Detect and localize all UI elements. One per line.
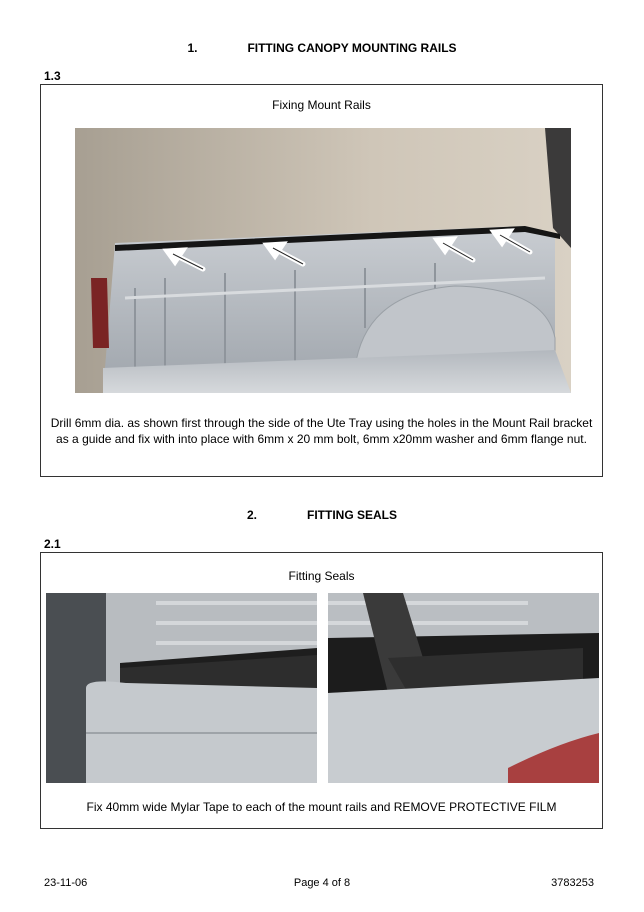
ute-tray-mount-rail-photo	[75, 128, 571, 393]
section2-number: 2.	[247, 508, 258, 522]
footer-document-number: 3783253	[551, 877, 594, 889]
section1-title: FITTING CANOPY MOUNTING RAILS	[247, 41, 457, 55]
fitting-seals-box	[40, 552, 603, 829]
seal-fitted-photo-left	[46, 593, 317, 783]
section1-number: 1.	[187, 41, 198, 55]
seal-fitting-photo-right	[328, 593, 599, 783]
fixing-mount-rails-box	[40, 84, 603, 477]
footer-date: 23-11-06	[44, 877, 88, 889]
section2-title: FITTING SEALS	[307, 508, 397, 522]
fixing-mount-rails-caption: Drill 6mm dia. as shown first through the side of the Ute Tray using the holes in the Mount Rail bracket as a guide and fix with into place with 6mm x 20 mm bolt, 6mm x20mm washer and 6mm flange nut.	[50, 416, 593, 446]
fitting-seals-title: Fitting Seals	[288, 569, 355, 583]
fixing-mount-rails-title: Fixing Mount Rails	[272, 98, 371, 112]
footer-page-number: Page 4 of 8	[293, 877, 351, 889]
section1-heading	[0, 41, 644, 55]
fitting-seals-caption: Fix 40mm wide Mylar Tape to each of the mount rails and REMOVE PROTECTIVE FILM	[86, 800, 557, 814]
step-2-1-label: 2.1	[44, 537, 61, 551]
section2-heading	[0, 508, 644, 522]
step-1-3-label: 1.3	[44, 69, 61, 83]
